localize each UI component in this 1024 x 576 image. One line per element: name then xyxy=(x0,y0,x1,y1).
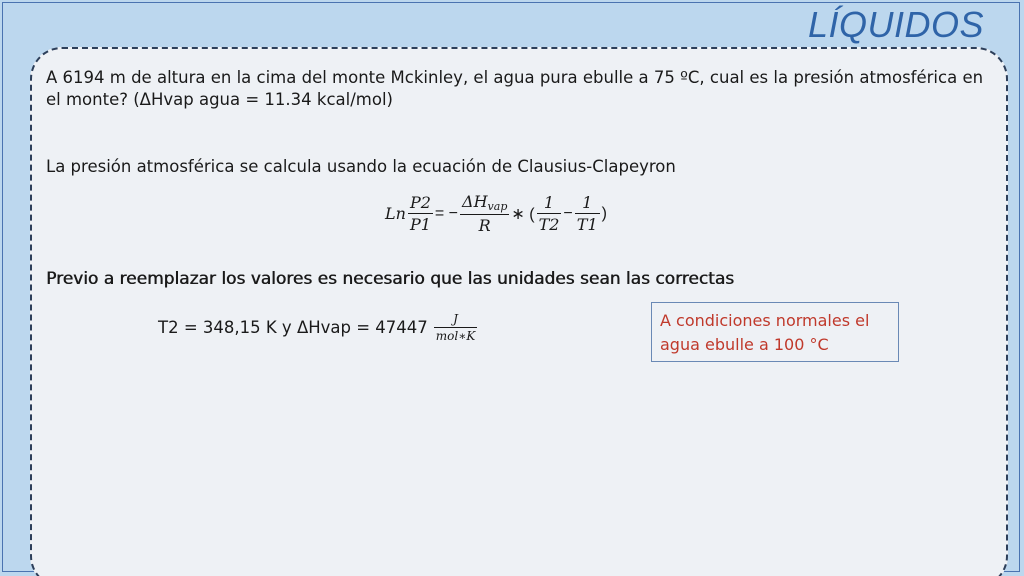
eq-one-b: 1 xyxy=(582,193,593,212)
slide-title: LÍQUIDOS xyxy=(807,4,984,45)
clausius-clapeyron-equation xyxy=(385,192,607,235)
unit-fraction xyxy=(434,312,478,343)
eq-equals-minus: = − xyxy=(434,204,459,222)
eq-p1: P1 xyxy=(409,215,431,234)
eq-one-a: 1 xyxy=(543,193,555,212)
eq-close: ) xyxy=(601,204,607,222)
eq-r: R xyxy=(478,216,491,235)
eq-minus: − xyxy=(563,204,573,222)
values-line xyxy=(158,312,479,343)
eq-t2: T2 xyxy=(538,215,560,234)
intro-text: La presión atmosférica se calcula usando la ecuación de Clausius-Clapeyron xyxy=(46,157,676,176)
values-text: T2 = 348,15 K y ΔHvap = 47447 xyxy=(158,318,428,337)
eq-frac-t1 xyxy=(575,193,600,234)
eq-frac-t2 xyxy=(537,193,562,234)
unit-den: mol∗K xyxy=(435,329,476,343)
eq-dh: ΔH xyxy=(462,192,488,211)
callout-box: A condiciones normales el agua ebulle a 100 °C xyxy=(651,302,899,362)
eq-dh-sub: vap xyxy=(487,200,508,213)
eq-times-open: ∗ ( xyxy=(511,205,535,223)
unit-num: J xyxy=(453,312,458,326)
eq-frac-dh xyxy=(460,192,509,235)
eq-ln: Ln xyxy=(385,204,406,223)
eq-frac-p xyxy=(408,193,433,234)
units-note: Previo a reemplazar los valores es necesario que las unidades sean las correctas xyxy=(46,269,735,289)
question-text: A 6194 m de altura en la cima del monte Mckinley, el agua pura ebulle a 75 ºC, cual es la presión atmosférica en el monte? (ΔHvap agua = 11.34 kcal/mol) xyxy=(46,68,984,109)
eq-p2: P2 xyxy=(409,193,431,212)
eq-t1: T1 xyxy=(576,215,598,234)
